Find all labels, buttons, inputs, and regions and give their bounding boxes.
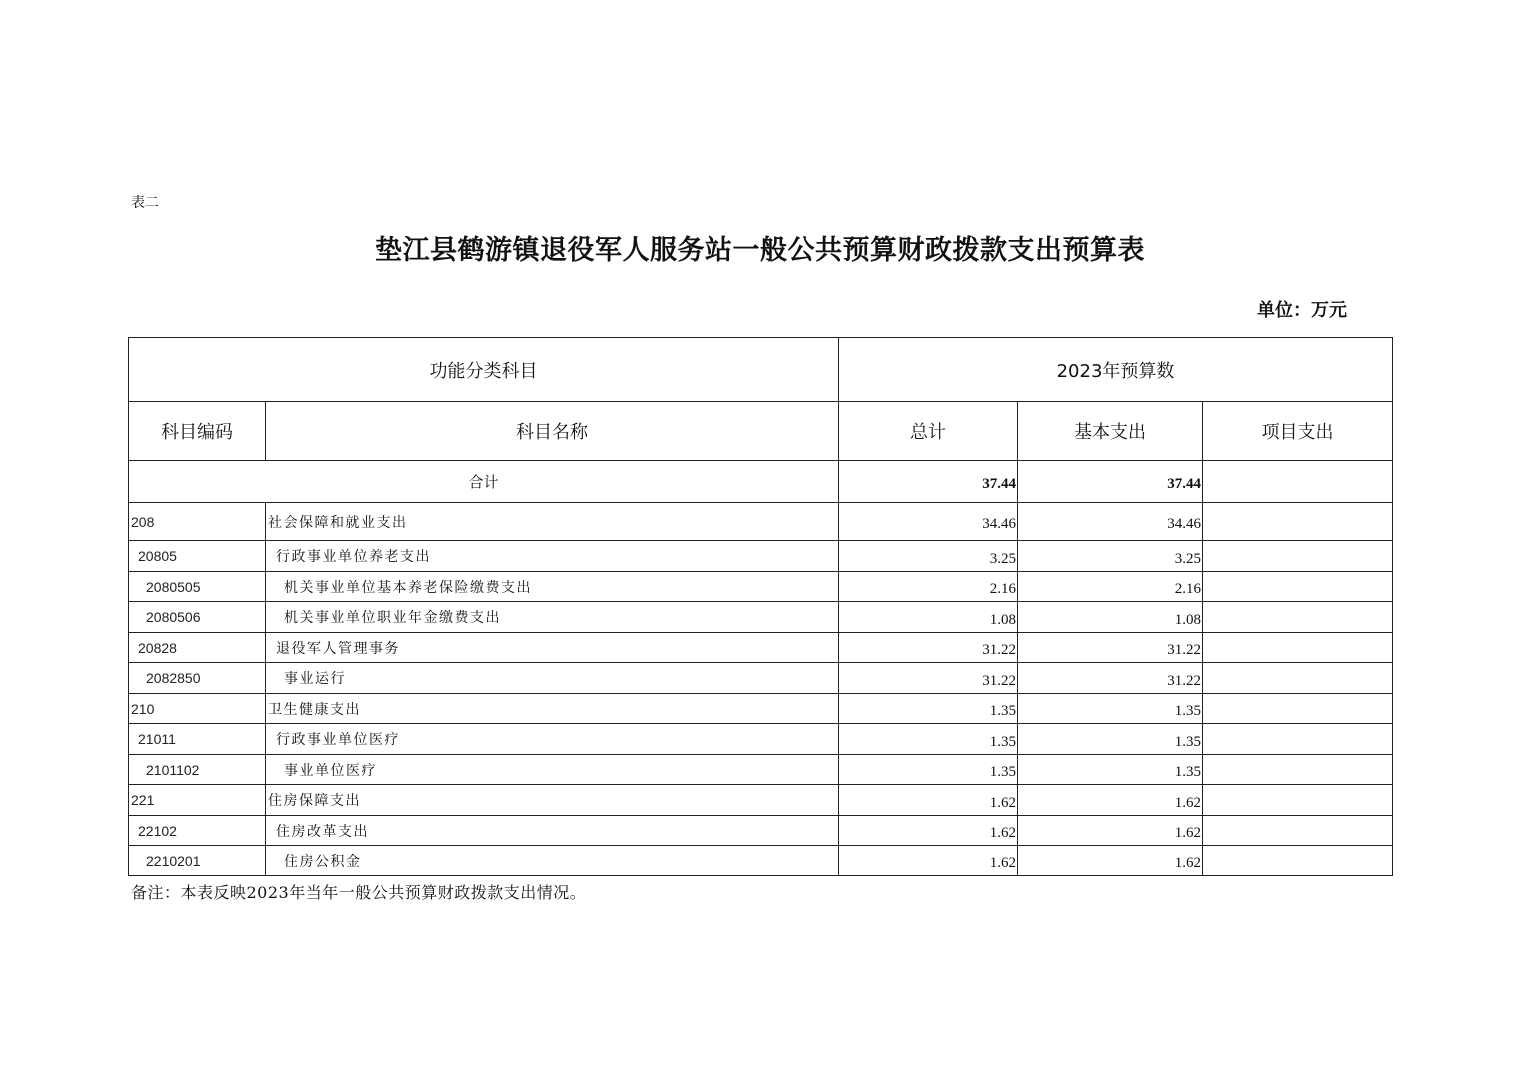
header-code: 科目编码: [129, 402, 266, 461]
header-name: 科目名称: [266, 402, 839, 461]
basic-amount-cell: 31.22: [1018, 663, 1203, 694]
total-amount: 37.44: [839, 461, 1018, 503]
total-amount-cell: 1.35: [839, 694, 1018, 724]
table-row: [129, 755, 1393, 785]
project-amount-cell: [1203, 663, 1393, 694]
subject-code-cell: 21011: [129, 724, 266, 755]
subject-name-cell: 社会保障和就业支出: [266, 503, 839, 541]
subject-name-cell: 机关事业单位职业年金缴费支出: [266, 602, 839, 633]
table-row: [129, 694, 1393, 724]
project-amount-cell: [1203, 541, 1393, 572]
subject-code-cell: 2080505: [129, 572, 266, 602]
basic-amount-cell: 3.25: [1018, 541, 1203, 572]
header-project: 项目支出: [1203, 402, 1393, 461]
total-amount-cell: 2.16: [839, 572, 1018, 602]
header-functional-classification: 功能分类科目: [129, 338, 839, 402]
subject-name-cell: 住房改革支出: [266, 816, 839, 846]
subject-code-cell: 2210201: [129, 846, 266, 876]
table-row: [129, 724, 1393, 755]
total-amount-cell: 1.35: [839, 724, 1018, 755]
page-title: 垫江县鹤游镇退役军人服务站一般公共预算财政拨款支出预算表: [375, 235, 1145, 266]
table-row: [129, 541, 1393, 572]
total-row: [129, 461, 1393, 503]
total-amount-cell: 34.46: [839, 503, 1018, 541]
table-row: [129, 846, 1393, 876]
subject-name-cell: 机关事业单位基本养老保险缴费支出: [266, 572, 839, 602]
project-amount-cell: [1203, 694, 1393, 724]
footnote: 备注：本表反映2023年当年一般公共预算财政拨款支出情况。: [131, 883, 587, 902]
total-project-amount: [1203, 461, 1393, 503]
subject-code-cell: 2082850: [129, 663, 266, 694]
basic-amount-cell: 1.62: [1018, 785, 1203, 816]
table-row: [129, 663, 1393, 694]
subject-name-cell: 住房保障支出: [266, 785, 839, 816]
total-label: 合计: [129, 461, 839, 503]
total-amount-cell: 1.08: [839, 602, 1018, 633]
basic-amount-cell: 1.35: [1018, 694, 1203, 724]
table-label: 表二: [131, 195, 159, 211]
subject-name-cell: 行政事业单位养老支出: [266, 541, 839, 572]
table-row: [129, 633, 1393, 663]
total-basic-amount: 37.44: [1018, 461, 1203, 503]
header-column-row: [129, 402, 1393, 461]
project-amount-cell: [1203, 572, 1393, 602]
project-amount-cell: [1203, 755, 1393, 785]
subject-code-cell: 208: [129, 503, 266, 541]
basic-amount-cell: 1.08: [1018, 602, 1203, 633]
table-row: [129, 572, 1393, 602]
subject-code-cell: 221: [129, 785, 266, 816]
table-row: [129, 816, 1393, 846]
subject-code-cell: 2101102: [129, 755, 266, 785]
subject-name-cell: 行政事业单位医疗: [266, 724, 839, 755]
basic-amount-cell: 1.35: [1018, 755, 1203, 785]
total-amount-cell: 1.62: [839, 846, 1018, 876]
total-amount-cell: 3.25: [839, 541, 1018, 572]
subject-code-cell: 22102: [129, 816, 266, 846]
total-amount-cell: 1.62: [839, 816, 1018, 846]
basic-amount-cell: 1.35: [1018, 724, 1203, 755]
unit-label: 单位：万元: [1257, 300, 1347, 321]
total-amount-cell: 31.22: [839, 633, 1018, 663]
basic-amount-cell: 2.16: [1018, 572, 1203, 602]
subject-code-cell: 20828: [129, 633, 266, 663]
total-amount-cell: 1.35: [839, 755, 1018, 785]
project-amount-cell: [1203, 785, 1393, 816]
header-group-row: [129, 338, 1393, 402]
project-amount-cell: [1203, 816, 1393, 846]
table-row: [129, 785, 1393, 816]
subject-code-cell: 210: [129, 694, 266, 724]
subject-code-cell: 20805: [129, 541, 266, 572]
total-amount-cell: 31.22: [839, 663, 1018, 694]
project-amount-cell: [1203, 846, 1393, 876]
basic-amount-cell: 1.62: [1018, 846, 1203, 876]
project-amount-cell: [1203, 724, 1393, 755]
subject-name-cell: 住房公积金: [266, 846, 839, 876]
budget-table: [128, 337, 1393, 876]
subject-name-cell: 事业单位医疗: [266, 755, 839, 785]
header-budget-2023: 2023年预算数: [839, 338, 1393, 402]
project-amount-cell: [1203, 602, 1393, 633]
table-row: [129, 503, 1393, 541]
header-basic: 基本支出: [1018, 402, 1203, 461]
basic-amount-cell: 1.62: [1018, 816, 1203, 846]
table-row: [129, 602, 1393, 633]
header-total: 总计: [839, 402, 1018, 461]
basic-amount-cell: 34.46: [1018, 503, 1203, 541]
project-amount-cell: [1203, 503, 1393, 541]
project-amount-cell: [1203, 633, 1393, 663]
total-amount-cell: 1.62: [839, 785, 1018, 816]
subject-name-cell: 事业运行: [266, 663, 839, 694]
subject-name-cell: 卫生健康支出: [266, 694, 839, 724]
subject-name-cell: 退役军人管理事务: [266, 633, 839, 663]
basic-amount-cell: 31.22: [1018, 633, 1203, 663]
subject-code-cell: 2080506: [129, 602, 266, 633]
